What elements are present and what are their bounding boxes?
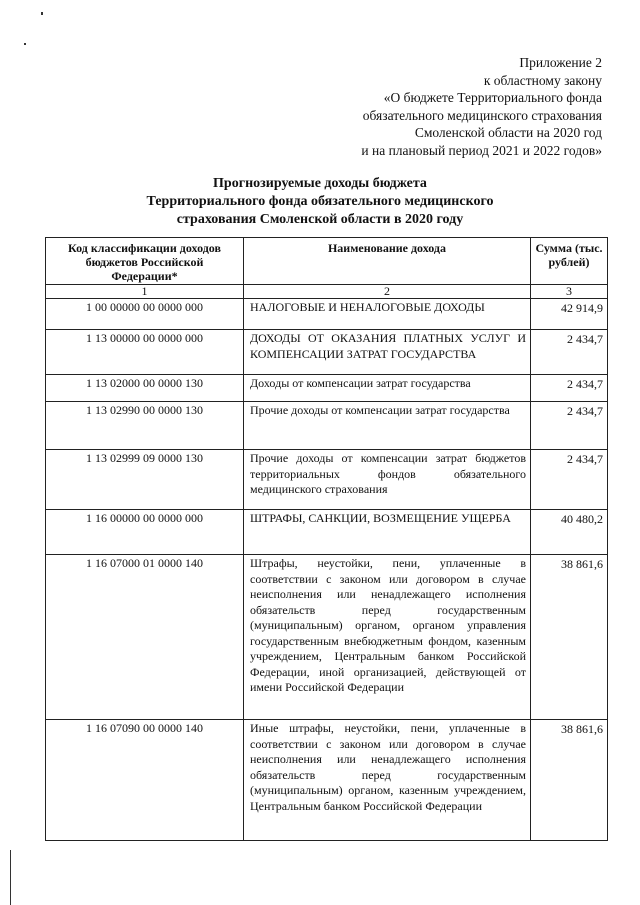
- row-sum: 40 480,2: [531, 510, 608, 555]
- title-line: Территориального фонда обязательного медицинского: [146, 194, 494, 209]
- row-name: ДОХОДЫ ОТ ОКАЗАНИЯ ПЛАТНЫХ УСЛУГ И КОМПЕНСАЦИИ ЗАТРАТ ГОСУДАРСТВА: [244, 330, 531, 375]
- row-name: Иные штрафы, неустойки, пени, уплаченные в соответствии с законом или договором в случае неисполнения или ненадлежащего исполнения обязательств перед государственным (муниципальным) органом, казенным учреждением, Центральным банком Российской Федерации: [244, 720, 531, 841]
- table-row: [46, 330, 608, 375]
- appendix-header: [330, 54, 602, 160]
- table-row: [46, 720, 608, 841]
- row-name: Прочие доходы от компенсации затрат бюджетов территориальных фондов обязательного медицинского страхования: [244, 450, 531, 510]
- header-code: Код классификации доходов бюджетов Российской Федерации*: [46, 238, 244, 285]
- table-row: [46, 555, 608, 720]
- column-number-row: [46, 285, 608, 299]
- title-line: Прогнозируемые доходы бюджета: [213, 176, 427, 191]
- appendix-line: и на плановый период 2021 и 2022 годов»: [361, 142, 602, 158]
- row-name: Доходы от компенсации затрат государства: [244, 375, 531, 402]
- column-number: 3: [531, 285, 608, 299]
- row-name: НАЛОГОВЫЕ И НЕНАЛОГОВЫЕ ДОХОДЫ: [244, 299, 531, 330]
- row-code: 1 16 07090 00 0000 140: [46, 720, 244, 841]
- row-code: 1 16 00000 00 0000 000: [46, 510, 244, 555]
- column-number: 2: [244, 285, 531, 299]
- appendix-line: «О бюджете Территориального фонда: [383, 90, 602, 106]
- row-sum: 2 434,7: [531, 375, 608, 402]
- row-name: ШТРАФЫ, САНКЦИИ, ВОЗМЕЩЕНИЕ УЩЕРБА: [244, 510, 531, 555]
- row-code: 1 13 02999 09 0000 130: [46, 450, 244, 510]
- row-sum: 2 434,7: [531, 330, 608, 375]
- table-row: [46, 510, 608, 555]
- title-line: страхования Смоленской области в 2020 году: [176, 212, 464, 227]
- row-sum: 38 861,6: [531, 555, 608, 720]
- header-name: Наименование дохода: [244, 238, 531, 285]
- scan-speck: [24, 43, 26, 45]
- appendix-line: Смоленской области на 2020 год: [414, 125, 602, 141]
- appendix-line: обязательного медицинского страхования: [362, 107, 602, 123]
- table-row: [46, 299, 608, 330]
- header-sum: Сумма (тыс. рублей): [531, 238, 608, 285]
- table-row: [46, 375, 608, 402]
- row-code: 1 16 07000 01 0000 140: [46, 555, 244, 720]
- appendix-line: Приложение 2: [519, 55, 602, 70]
- document-title: [60, 175, 580, 229]
- column-number: 1: [46, 285, 244, 299]
- row-sum: 38 861,6: [531, 720, 608, 841]
- table-row: [46, 450, 608, 510]
- scan-edge-line: [10, 850, 11, 905]
- row-sum: 2 434,7: [531, 450, 608, 510]
- revenue-table: [45, 237, 608, 841]
- row-name: Штрафы, неустойки, пени, уплаченные в соответствии с законом или договором в случае неисполнения или ненадлежащего исполнения обязательств перед государственным (муниципальным) органом, органом управления государственным внебюджетным фондом, казенным учреждением, Центральным банком Российской Федерации, иной организацией, действующей от имени Российской Федерации: [244, 555, 531, 720]
- appendix-line: к областному закону: [483, 72, 602, 88]
- row-name: Прочие доходы от компенсации затрат государства: [244, 402, 531, 450]
- row-code: 1 13 00000 00 0000 000: [46, 330, 244, 375]
- row-sum: 42 914,9: [531, 299, 608, 330]
- scan-speck: [41, 12, 43, 15]
- row-code: 1 13 02990 00 0000 130: [46, 402, 244, 450]
- row-sum: 2 434,7: [531, 402, 608, 450]
- row-code: 1 13 02000 00 0000 130: [46, 375, 244, 402]
- row-code: 1 00 00000 00 0000 000: [46, 299, 244, 330]
- table-row: [46, 402, 608, 450]
- table-header-row: [46, 238, 608, 285]
